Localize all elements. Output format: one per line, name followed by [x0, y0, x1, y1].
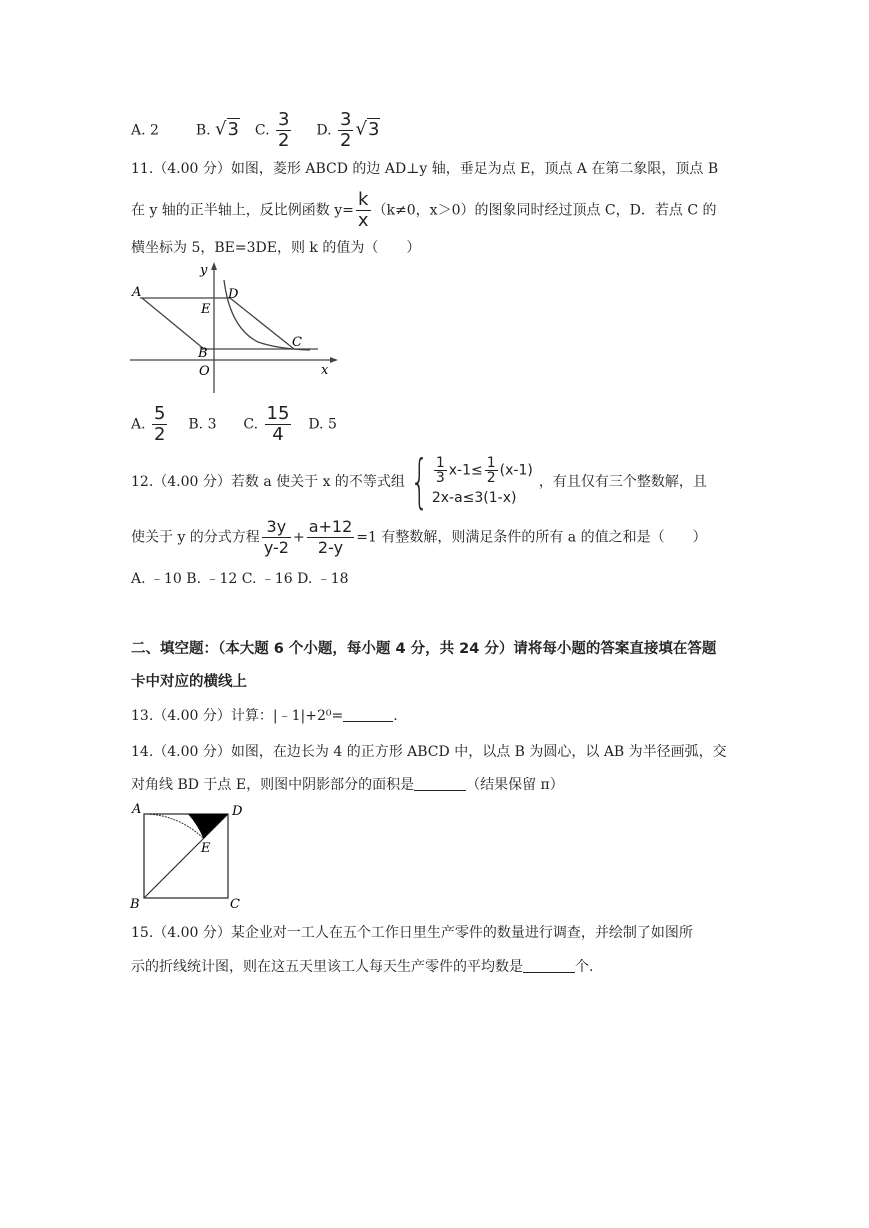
q13-text: 13.（4.00 分）计算：|﹣1|+2⁰= — [131, 708, 344, 724]
q10-option-d-sqrt: √3 — [355, 118, 380, 140]
q11-line-2 — [131, 190, 716, 231]
q11-option-a-fraction: $\frac{5}{2}$ — [154, 403, 166, 445]
q11-figure — [128, 258, 348, 398]
q10-option-b-sqrt: √3 — [215, 118, 239, 140]
q11-label-x: x — [321, 363, 329, 378]
q11-x-arrow — [330, 357, 338, 363]
q12-options: A. ﹣10 B. ﹣12 C. ﹣16 D. ﹣18 — [131, 571, 349, 587]
q13-answer-blank[interactable] — [343, 721, 393, 722]
q12-line-2 — [131, 517, 707, 558]
q15-answer-blank[interactable] — [523, 972, 575, 973]
q12-inequality-2: 2x-a≤3(1-x) — [431, 490, 517, 506]
q14-figure — [128, 800, 248, 910]
q11-option-b: B. 3 — [188, 416, 217, 433]
q11-line-2-pre: 在 y 轴的正半轴上，反比例函数 y= — [131, 202, 354, 219]
q12-fraction-2: $\frac{a+12}{2-y}$ — [308, 517, 353, 557]
q11-label-o: O — [199, 364, 210, 379]
q10-option-a: A. 2 — [131, 122, 159, 139]
q10-options — [131, 110, 380, 151]
q11-option-a-label: A. — [131, 416, 146, 433]
q12-pre: 12.（4.00 分）若数 a 使关于 x 的不等式组 — [131, 474, 405, 490]
q11-label-d: D — [228, 287, 239, 302]
q15-line-1: 15.（4.00 分）某企业对一工人在五个工作日里生产零件的数量进行调查，并绘制了如图所 — [131, 925, 693, 941]
q11-label-a: A — [132, 285, 142, 300]
q12-inequality-system — [432, 456, 533, 506]
q14-line-2-post: （结果保留 π） — [466, 777, 564, 793]
q10-option-d-fraction: $\frac{3}{2}$ — [340, 109, 352, 151]
q10-option-d-label: D. — [316, 122, 332, 139]
q11-label-e: E — [201, 302, 211, 317]
q14-label-a: A — [132, 802, 142, 817]
q15-line-2-post: 个. — [575, 959, 594, 975]
q11-k-over-x: $\frac{k}{x}$ — [357, 189, 369, 231]
q11-line-1: 11.（4.00 分）如图，菱形 ABCD 的边 AD⊥y 轴，垂足为点 E，顶点 A 在第二象限，顶点 B — [131, 161, 719, 177]
q12-plus: + — [292, 529, 305, 546]
q12-line-2-pre: 使关于 y 的分式方程 — [131, 529, 260, 546]
q13-post: . — [393, 708, 398, 724]
q14-line-2-pre: 对角线 BD 于点 E，则图中阴影部分的面积是 — [131, 777, 415, 793]
q10-option-b-label: B. — [195, 122, 211, 139]
q11-line-3: 横坐标为 5，BE=3DE，则 k 的值为（ ） — [131, 240, 421, 256]
q11-line-2-post: （k≠0，x＞0）的图象同时经过顶点 C，D．若点 C 的 — [372, 202, 717, 219]
q11-label-b: B — [198, 346, 208, 361]
q11-label-y: y — [200, 263, 208, 278]
q12-system-brace: { — [410, 447, 429, 515]
q11-line-ab — [142, 298, 204, 349]
q11-options — [131, 404, 337, 445]
q11-option-c-label: C. — [243, 416, 259, 433]
q14-answer-blank[interactable] — [414, 790, 466, 791]
q11-y-arrow — [211, 262, 217, 270]
q14-shaded-region — [188, 814, 228, 839]
q14-label-b: B — [130, 897, 140, 910]
q11-line-dc — [230, 298, 294, 349]
q12-line-1 — [131, 447, 707, 515]
section-2-heading-line-2: 卡中对应的横线上 — [131, 674, 247, 690]
q15-line-2 — [131, 956, 593, 976]
q14-label-e: E — [201, 841, 211, 856]
q13-line — [131, 705, 398, 725]
q12-inequality-1: $\frac{1}{3}$ x-1≤ $\frac{1}{2}$ (x-1) — [435, 455, 533, 486]
q11-label-c: C — [292, 335, 302, 350]
q14-label-d: D — [232, 804, 243, 819]
q11-option-c-fraction: $\frac{15}{4}$ — [266, 403, 290, 445]
q10-option-c-label: C. — [254, 122, 270, 139]
q14-line-1: 14.（4.00 分）如图，在边长为 4 的正方形 ABCD 中，以点 B 为圆心，以 AB 为半径画弧，交 — [131, 744, 727, 760]
q12-post: ，有且仅有三个整数解，且 — [538, 474, 707, 490]
q11-option-d: D. 5 — [308, 416, 337, 433]
section-2-heading-line-1: 二、填空题：（本大题 6 个小题，每小题 4 分，共 24 分）请将每小题的答案直接填在答题 — [131, 641, 717, 657]
q12-line-2-post: =1 有整数解，则满足条件的所有 a 的值之和是（ ） — [356, 529, 707, 546]
q15-line-2-pre: 示的折线统计图，则在这五天里该工人每天生产零件的平均数是 — [131, 959, 523, 975]
q10-option-c-fraction: $\frac{3}{2}$ — [278, 109, 290, 151]
q12-fraction-1: $\frac{3y}{y-2}$ — [263, 517, 289, 557]
q14-label-c: C — [230, 897, 240, 910]
q14-line-2 — [131, 774, 564, 794]
